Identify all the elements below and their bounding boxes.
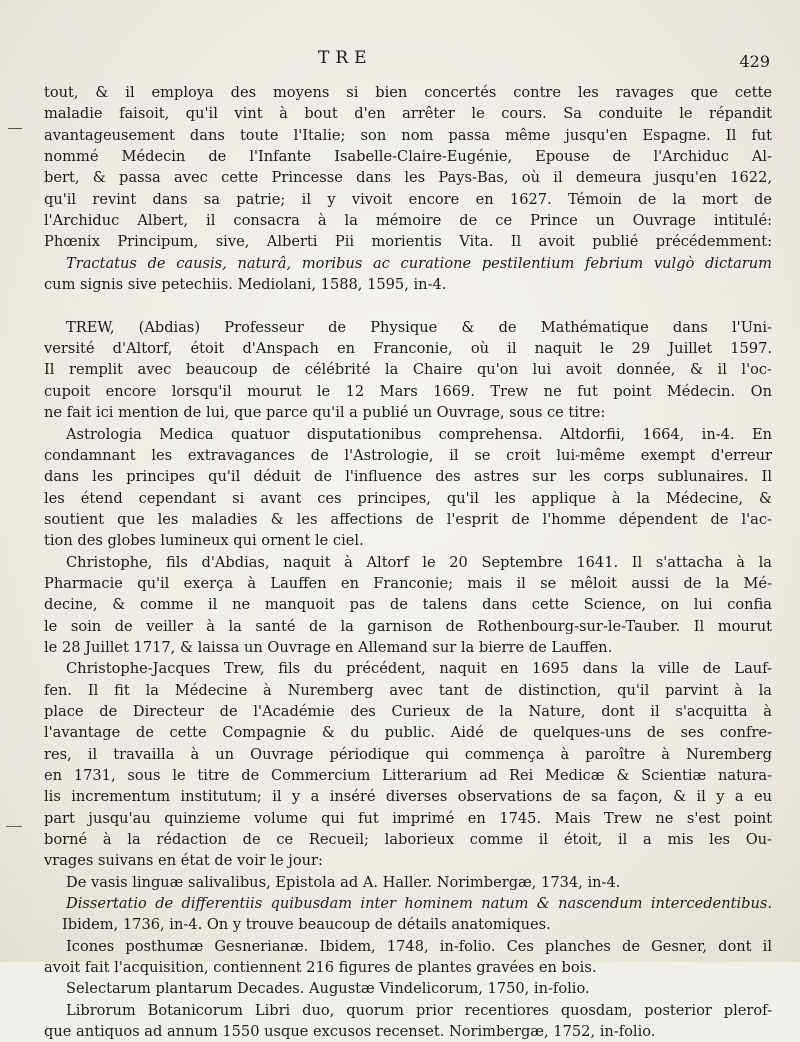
- text-line: part jusqu'au quinzieme volume qui fut imprimé en 1745. Mais Trew ne s'est point: [44, 809, 772, 827]
- text-line: qu'il revint dans sa patrie; il y vivoit encore en 1627. Témoin de la mort de: [44, 190, 772, 208]
- page-number: 429: [739, 52, 770, 71]
- text-line: Pharmacie qu'il exerça à Lauffen en Franconie; mais il se mêloit aussi de la Mé-: [44, 574, 772, 592]
- text-line: vrages suivans en état de voir le jour:: [44, 852, 323, 870]
- text-line: avoit fait l'acquisition, contiennent 216 figures de plantes gravées en bois.: [44, 959, 597, 977]
- text-line: en 1731, sous le titre de Commercium Litterarium ad Rei Medicæ & Scientiæ natura-: [44, 767, 772, 784]
- text-line: l'Archiduc Albert, il consacra à la mémoire de ce Prince un Ouvrage intitulé:: [44, 212, 772, 230]
- text-line: Il remplit avec beaucoup de célébrité la Chaire qu'on lui avoit donnée, & il l'oc-: [44, 361, 772, 379]
- page-header: [0, 48, 800, 72]
- text-line: Icones posthumæ Gesnerianæ. Ibidem, 1748, in-folio. Ces planches de Gesner, dont il: [66, 937, 772, 955]
- text-line: cupoit encore lorsqu'il mourut le 12 Mars 1669. Trew ne fut point Médecin. On: [44, 382, 772, 400]
- text-line: bert, & passa avec cette Princesse dans les Pays-Bas, où il demeura jusqu'en 1622,: [44, 169, 772, 187]
- running-head: TRE: [318, 48, 373, 68]
- text-line: Astrologia Medica quatuor disputationibus comprehensa. Altdorfii, 1664, in-4. En: [66, 425, 772, 443]
- text-line: soutient que les maladies & les affections de l'esprit de l'homme dépendent de l'ac-: [44, 510, 772, 528]
- text-line: decine, & comme il ne manquoit pas de talens dans cette Science, on lui confia: [44, 596, 772, 614]
- text-line: cum signis sive petechiis. Mediolani, 1588, 1595, in-4.: [44, 276, 447, 294]
- text-line: le soin de veiller à la santé de la garnison de Rothenbourg-sur-le-Tauber. Il mourut: [44, 617, 772, 635]
- text-line: res, il travailla à un Ouvrage périodique qui commença à paroître à Nuremberg: [44, 745, 772, 763]
- text-line: Dissertatio de differentiis quibusdam inter hominem natum & nascendum intercedentibus.: [66, 895, 772, 913]
- text-line: ne fait ici mention de lui, que parce qu'il a publié un Ouvrage, sous ce titre:: [44, 404, 606, 422]
- text-line: nommé Médecin de l'Infante Isabelle-Claire-Eugénie, Epouse de l'Archiduc Al-: [44, 148, 772, 166]
- text-line: tout, & il employa des moyens si bien concertés contre les ravages que cette: [44, 84, 772, 101]
- text-line: [44, 295, 772, 316]
- text-line: De vasis linguæ salivalibus, Epistola ad A. Haller. Norimbergæ, 1734, in-4.: [66, 873, 621, 891]
- margin-mark: [6, 826, 22, 827]
- text-line: que antiquos ad annum 1550 usque excusos recenset. Norimbergæ, 1752, in-folio.: [44, 1023, 656, 1041]
- margin-mark: [8, 128, 22, 129]
- text-line: Librorum Botanicorum Libri duo, quorum prior recentiores quosdam, posterior plerof-: [66, 1001, 772, 1019]
- text-line: Christophe-Jacques Trew, fils du précédent, naquit en 1695 dans la ville de Lauf-: [66, 660, 772, 678]
- text-line: tion des globes lumineux qui ornent le ciel.: [44, 532, 364, 550]
- body-text: [44, 82, 772, 1042]
- text-line: lis incrementum institutum; il y a inséré diverses observations de sa façon, & il y a eu: [44, 788, 772, 806]
- text-line: avantageusement dans toute l'Italie; son nom passa même jusqu'en Espagne. Il fut: [44, 126, 772, 144]
- text-line: versité d'Altorf, étoit d'Anspach en Franconie, où il naquit le 29 Juillet 1597.: [44, 340, 772, 358]
- text-line: Selectarum plantarum Decades. Augustæ Vindelicorum, 1750, in-folio.: [66, 980, 590, 998]
- text-line: l'avantage de cette Compagnie & du public. Aidé de quelques-uns de ses confre-: [44, 724, 772, 742]
- text-line: condamnant les extravagances de l'Astrologie, il se croit lui-même exempt d'erreur: [44, 446, 772, 464]
- text-line: Tractatus de causis, naturâ, moribus ac curatione pestilentium febrium vulgò dictarum: [66, 254, 772, 272]
- text-line: Christophe, fils d'Abdias, naquit à Altorf le 20 Septembre 1641. Il s'attacha à la: [66, 553, 772, 571]
- text-line: maladie faisoit, qu'il vint à bout d'en arrêter le cours. Sa conduite le répandit: [44, 105, 772, 123]
- text-line: borné à la rédaction de ce Recueil; laborieux comme il étoit, il a mis les Ou-: [44, 831, 772, 849]
- text-line: fen. Il fit la Médecine à Nuremberg avec tant de distinction, qu'il parvint à la: [44, 681, 772, 699]
- text-line: Phœnix Principum, sive, Alberti Pii morientis Vita. Il avoit publié précédemment:: [44, 233, 772, 251]
- text-line: le 28 Juillet 1717, & laissa un Ouvrage en Allemand sur la bierre de Lauffen.: [44, 638, 613, 656]
- text-line: place de Directeur de l'Académie des Curieux de la Nature, dont il s'acquitta à: [44, 702, 772, 720]
- text-line: dans les principes qu'il déduit de l'influence des astres sur les corps sublunaires. Il: [44, 468, 772, 486]
- text-line: les étend cependant si avant ces principes, qu'il les applique à la Médecine, &: [44, 489, 772, 507]
- text-line: Ibidem, 1736, in-4. On y trouve beaucoup de détails anatomiques.: [62, 916, 551, 934]
- text-line: TREW, (Abdias) Professeur de Physique & de Mathématique dans l'Uni-: [66, 318, 772, 336]
